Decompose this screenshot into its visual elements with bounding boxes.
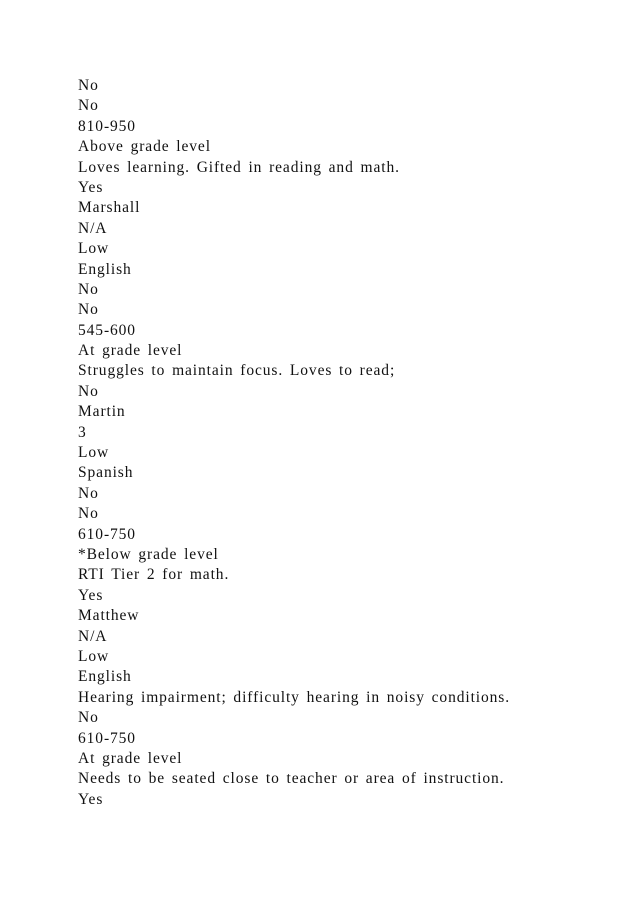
document-line: English bbox=[78, 668, 132, 686]
document-line: Hearing impairment; difficulty hearing in noisy conditions. bbox=[78, 688, 511, 706]
document-line: At grade level bbox=[78, 749, 183, 767]
document-line: Marshall bbox=[78, 199, 141, 217]
document-line: No bbox=[78, 301, 99, 319]
document-line: 610-750 bbox=[78, 525, 136, 543]
document-line: Low bbox=[78, 647, 110, 665]
document-line: N/A bbox=[78, 219, 108, 237]
document-line: No bbox=[78, 484, 99, 502]
document-line: No bbox=[78, 97, 99, 115]
document-line: No bbox=[78, 382, 99, 400]
document-line: N/A bbox=[78, 627, 108, 645]
document-line: Matthew bbox=[78, 607, 140, 625]
document-line: No bbox=[78, 77, 99, 94]
document-line: 545-600 bbox=[78, 321, 136, 339]
document-line: 610-750 bbox=[78, 729, 136, 747]
document-line: Low bbox=[78, 240, 110, 258]
document-line: Yes bbox=[78, 586, 104, 604]
document-line: RTI Tier 2 for math. bbox=[78, 566, 230, 584]
document-text-block bbox=[78, 76, 618, 810]
document-line: Martin bbox=[78, 403, 126, 421]
document-line: *Below grade level bbox=[78, 545, 219, 563]
document-line: No bbox=[78, 505, 99, 523]
document-line: Yes bbox=[78, 790, 104, 808]
document-line: Above grade level bbox=[78, 138, 211, 156]
document-line: No bbox=[78, 280, 99, 298]
document-line: 3 bbox=[78, 423, 87, 441]
document-line: Loves learning. Gifted in reading and math. bbox=[78, 158, 400, 176]
document-line: Yes bbox=[78, 178, 104, 196]
document-line: Spanish bbox=[78, 464, 134, 482]
document-line: Low bbox=[78, 444, 110, 462]
document-line: 810-950 bbox=[78, 117, 136, 135]
document-line: No bbox=[78, 709, 99, 727]
document-line: Struggles to maintain focus. Loves to read; bbox=[78, 362, 396, 380]
document-line: At grade level bbox=[78, 342, 183, 360]
document-line: English bbox=[78, 260, 132, 278]
document-line: Needs to be seated close to teacher or area of instruction. bbox=[78, 770, 505, 788]
